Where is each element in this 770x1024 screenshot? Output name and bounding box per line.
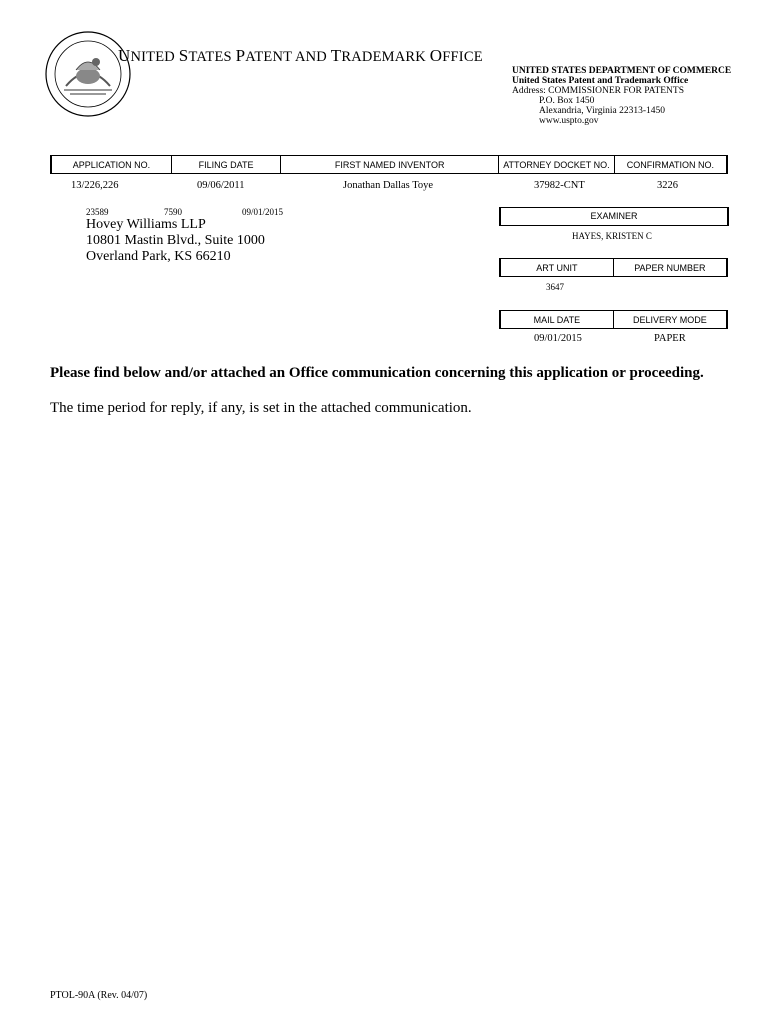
application-no-value: 13/226,226 bbox=[71, 180, 119, 191]
header-application-no: APPLICATION NO. bbox=[51, 156, 171, 174]
form-number: PTOL-90A (Rev. 04/07) bbox=[50, 990, 148, 1001]
application-header-table bbox=[50, 155, 728, 174]
customer-number: 23589 bbox=[86, 207, 109, 217]
examiner-label: EXAMINER bbox=[590, 211, 638, 221]
mail-date-label: MAIL DATE bbox=[500, 311, 613, 329]
address-line3: Alexandria, Virginia 22313-1450 bbox=[539, 106, 665, 116]
reply-period-text: The time period for reply, if any, is set in the attached communication. bbox=[50, 400, 472, 416]
street-address: 10801 Mastin Blvd., Suite 1000 bbox=[86, 233, 265, 248]
header-confirmation-no: CONFIRMATION NO. bbox=[614, 156, 727, 174]
first-inventor-value: Jonathan Dallas Toye bbox=[343, 180, 434, 191]
firm-name: Hovey Williams LLP bbox=[86, 217, 206, 232]
correspondence-date: 09/01/2015 bbox=[242, 207, 284, 217]
confirmation-no-value: 3226 bbox=[657, 180, 678, 191]
communication-headline: Please find below and/or attached an Office communication concerning this application or proceeding. bbox=[50, 365, 704, 381]
delivery-mode-value: PAPER bbox=[654, 333, 686, 344]
mail-date-value: 09/01/2015 bbox=[534, 333, 582, 344]
office-name: United States Patent and Trademark Office bbox=[512, 76, 689, 86]
website-link: www.uspto.gov bbox=[539, 116, 599, 126]
city-state-zip: Overland Park, KS 66210 bbox=[86, 249, 231, 264]
header-filing-date: FILING DATE bbox=[171, 156, 280, 174]
correspondence-code: 7590 bbox=[164, 207, 182, 217]
header-first-named-inventor: FIRST NAMED INVENTOR bbox=[281, 156, 499, 174]
attorney-docket-value: 37982-CNT bbox=[534, 180, 585, 191]
office-title: UNITED STATES PATENT AND TRADEMARK OFFICE bbox=[118, 46, 483, 65]
paper-number-label: PAPER NUMBER bbox=[613, 259, 727, 277]
uspto-seal-icon bbox=[44, 30, 132, 118]
filing-date-value: 09/06/2011 bbox=[197, 180, 245, 191]
correspondence-address bbox=[86, 217, 265, 265]
examiner-label-box bbox=[499, 207, 729, 226]
art-unit-label: ART UNIT bbox=[500, 259, 613, 277]
delivery-mode-label: DELIVERY MODE bbox=[613, 311, 727, 329]
department-address-block bbox=[512, 66, 731, 126]
mail-date-table bbox=[499, 310, 728, 329]
examiner-name: HAYES, KRISTEN C bbox=[572, 231, 652, 241]
art-unit-value: 3647 bbox=[546, 282, 564, 292]
department-name: UNITED STATES DEPARTMENT OF COMMERCE bbox=[512, 66, 732, 76]
address-line1: Address: COMMISSIONER FOR PATENTS bbox=[512, 86, 685, 96]
header-attorney-docket-no: ATTORNEY DOCKET NO. bbox=[499, 156, 615, 174]
art-unit-table bbox=[499, 258, 728, 277]
address-line2: P.O. Box 1450 bbox=[539, 96, 595, 106]
